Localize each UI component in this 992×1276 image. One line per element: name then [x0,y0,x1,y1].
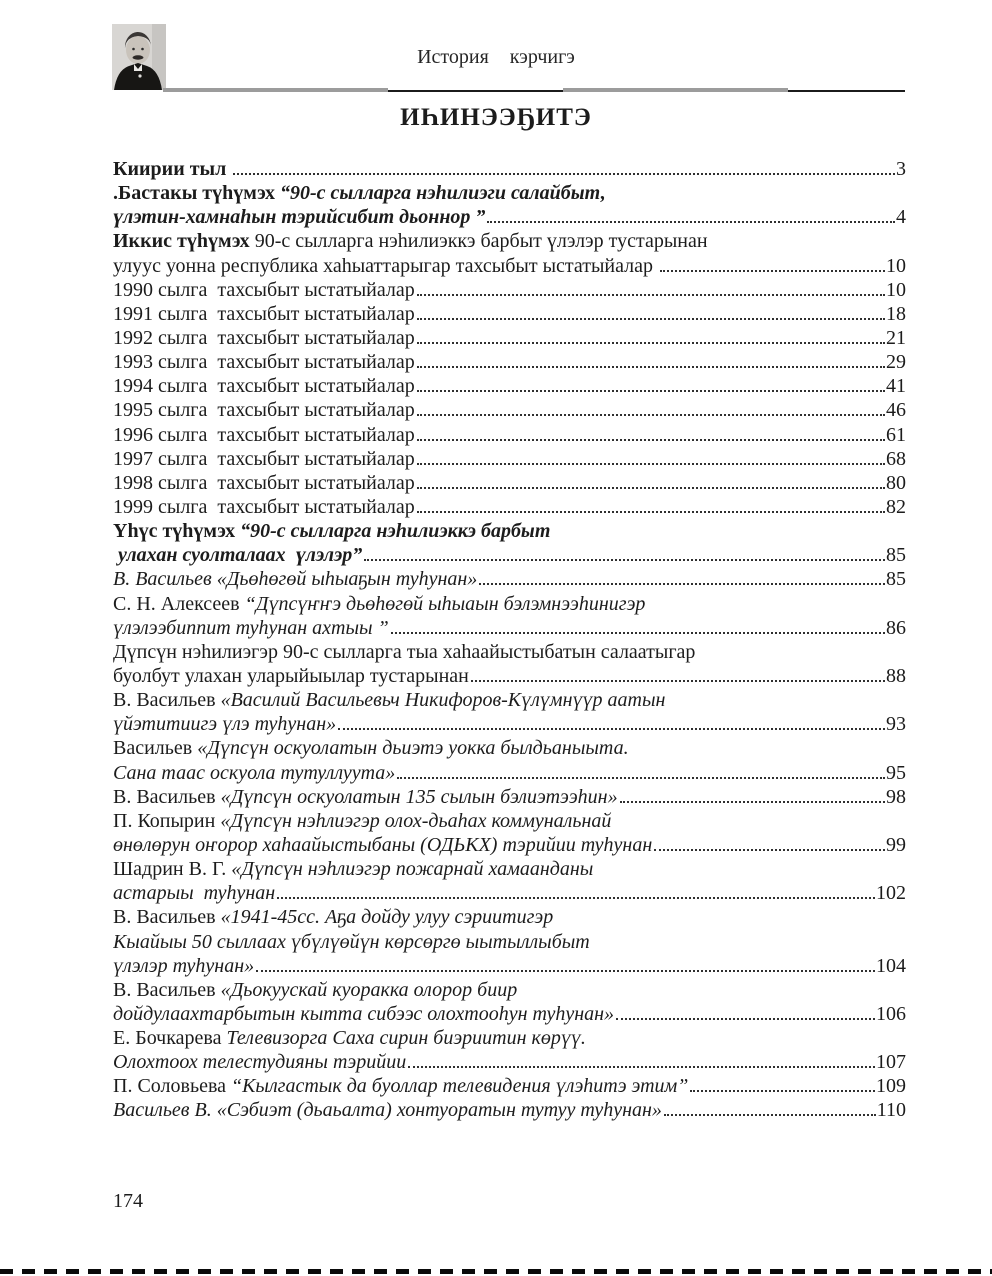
toc-entry [113,206,906,230]
dot-leader [417,342,885,344]
toc-entry [113,1051,906,1075]
entry-text: 90-с сылларга нэһилиэккэ барбыт үлэлэр тустарынан [254,230,708,253]
toc-entry [113,1003,906,1027]
entry-text: 1993 сылга тахсыбыт ыстатыйалар [113,351,415,374]
entry-text: “Кылгастык да буоллар телевидения үлэһитэ этим” [231,1075,689,1098]
entry-page-number: 10 [886,278,906,301]
scan-bottom-edge-line [0,1269,992,1274]
entry-text: 1994 сылга тахсыбыт ыстатыйалар [113,375,415,398]
dot-leader [616,1018,875,1020]
entry-text: Дүпсүн нэһилиэгэр 90-с сылларга тыа хаһаайыстыбатын салаатыгар [113,640,696,663]
dot-leader [417,366,885,368]
entry-text: Е. Бочкарева [113,1027,227,1050]
entry-page-number: 109 [876,1075,906,1098]
entry-text: 1995 сылга тахсыбыт ыстатыйалар [113,399,415,422]
entry-text: Шадрин В. Г. [113,858,232,881]
entry-page-number: 10 [886,254,906,277]
dot-leader [277,897,875,899]
toc-entry [113,762,906,786]
entry-text: Олохтоох телестудияны тэрийии [113,1051,407,1074]
entry-text: «1941-45сс. Аҕа дойду улуу сэриитигэр [220,906,554,929]
toc-entry [113,472,906,496]
entry-page-number: 99 [886,833,906,856]
header-rule [163,88,905,94]
entry-page-number: 98 [886,785,906,808]
toc-entry [113,786,906,810]
entry-page-number: 3 [896,158,906,180]
toc-list [113,158,906,1124]
entry-page-number: 104 [876,954,906,977]
entry-page-number: 95 [886,761,906,784]
toc-entry [113,230,906,254]
toc-entry [113,158,906,182]
dot-leader [417,414,885,416]
dot-leader [487,221,895,223]
toc-entry [113,689,906,713]
entry-page-number: 46 [886,399,906,422]
dot-leader [620,801,885,803]
entry-page-number: 4 [896,206,906,229]
toc-entry [113,399,906,423]
toc-entry [113,544,906,568]
entry-text: В. Васильев [113,978,221,1001]
toc-entry [113,641,906,665]
entry-text: «Дүпсүн нэһлиэгэр олох-дьаһах коммунальнай [220,809,612,832]
entry-page-number: 68 [886,447,906,470]
entry-text: астарыы туһунан [113,882,276,905]
running-header-title: История кэрчигэ [417,46,575,68]
dot-leader [417,294,885,296]
entry-text: Васильев [113,737,198,760]
dot-leader [417,487,885,489]
toc-entry [113,424,906,448]
toc-entry [113,858,906,882]
dot-leader [397,777,885,779]
entry-text: 1997 сылга тахсыбыт ыстатыйалар [113,447,415,470]
entry-text: 1998 сылга тахсыбыт ыстатыйалар [113,471,415,494]
entry-page-number: 29 [886,351,906,374]
entry-page-number: 85 [886,568,906,591]
entry-text: .Бастакы түһүмэх [113,182,280,205]
entry-text: үйэтитиигэ үлэ туһунан» [113,713,337,736]
toc-entry [113,375,906,399]
entry-text: 1992 сылга тахсыбыт ыстатыйалар [113,326,415,349]
entry-text: “Дүпсүҥҥэ дьөһөгөй ыһыаын бэлэмнээһинигэр [244,592,646,615]
toc-entry [113,737,906,761]
entry-text: В. Васильев [113,785,221,808]
entry-text: өнөлөрун оҥорор хаһаайыстыбаны (ОДЬКХ) тэрийии туһунан [113,833,653,856]
header-rule-gray-segment [163,88,388,92]
entry-text: В. Васильев [113,689,221,712]
toc-entry [113,979,906,1003]
entry-text: Васильев В. «Сэбиэт (дьаьалта) хонтуоратын тутуу туһунан» [113,1099,662,1122]
dot-leader [391,632,885,634]
entry-page-number: 88 [886,664,906,687]
contents-heading: ИҺИНЭЭҔИТЭ [400,104,592,131]
entry-page-number: 18 [886,302,906,325]
entry-text: буолбут улахан уларыйыылар тустарынан [113,664,469,687]
entry-text: Телевизорга Саха сирин биэриитин көрүү. [226,1027,586,1050]
entry-text: С. Н. Алексеев [113,592,245,615]
entry-page-number: 21 [886,326,906,349]
dot-leader [690,1090,875,1092]
entry-text: “90-с сылларга нэһилиэккэ барбыт [240,520,551,543]
entry-text: «Дьокуускай куоракка олорор биир [220,978,518,1001]
entry-text: П. Копырин [113,809,221,832]
entry-text: “90-с сылларга нэһилиэги салайбыт, [279,182,606,205]
entry-text: Иккис түһүмэх [113,230,255,253]
entry-page-number: 102 [876,882,906,905]
dot-leader [256,970,875,972]
toc-entry [113,327,906,351]
toc-entry [113,303,906,327]
toc-entry [113,1099,906,1123]
entry-text: 1999 сылга тахсыбыт ыстатыйалар [113,495,415,518]
entry-text: улахан суолталаах үлэлэр” [113,544,363,567]
dot-leader [338,728,885,730]
entry-page-number: 106 [876,1002,906,1025]
entry-page-number: 82 [886,495,906,518]
header-rule-gray-segment [563,88,788,92]
entry-text: В. Васильев [113,906,221,929]
entry-page-number: 107 [876,1051,906,1074]
dot-leader [408,1066,875,1068]
dot-leader [417,439,885,441]
dot-leader [417,463,885,465]
dot-leader [417,390,885,392]
entry-text: Сана таас оскуола тутуллуута» [113,761,396,784]
dot-leader [417,511,885,513]
toc-entry [113,351,906,375]
toc-entry [113,931,906,955]
entry-text: 1991 сылга тахсыбыт ыстатыйалар [113,302,415,325]
entry-text: үлэлэр туһунан» [113,954,255,977]
dot-leader [479,583,885,585]
toc-entry [113,1075,906,1099]
entry-page-number: 41 [886,375,906,398]
entry-text: «Дүпсүн оскуолатын 135 сылын бэлиэтээһин» [220,785,618,808]
dot-leader [660,270,885,272]
entry-text: П. Соловьева [113,1075,231,1098]
dot-leader [417,318,885,320]
entry-page-number: 110 [876,1099,906,1122]
toc-entry [113,448,906,472]
toc-entry [113,955,906,979]
entry-text: үлэтин-хамнаһын тэрийсибит дьоннор ” [113,206,486,229]
toc-entry [113,568,906,592]
entry-text: Үһүс түһүмэх [113,520,241,543]
entry-text: 1996 сылга тахсыбыт ыстатыйалар [113,423,415,446]
toc-entry [113,810,906,834]
toc-entry [113,713,906,737]
toc-entry [113,617,906,641]
toc-entry [113,665,906,689]
toc-entry [113,593,906,617]
dot-leader [233,173,895,175]
toc-entry [113,255,906,279]
dot-leader [364,559,885,561]
dot-leader [654,849,885,851]
entry-text: 1990 сылга тахсыбыт ыстатыйалар [113,278,415,301]
toc-entry [113,496,906,520]
toc-entry [113,834,906,858]
entry-text: улуус уонна республика хаһыаттарыгар тахсыбыт ыстатыйалар [113,254,659,277]
entry-page-number: 86 [886,616,906,639]
entry-text: «Дүпсүн нэһлиэгэр пожарнай хамаанданы [231,858,594,881]
toc-entry [113,520,906,544]
entry-page-number: 93 [886,713,906,736]
entry-page-number: 61 [886,423,906,446]
footer-page-number: 174 [113,1190,143,1212]
entry-text: дойдулаахтарбытын кытта сибээс олохтооһун туһунан» [113,1002,615,1025]
toc-entry [113,279,906,303]
entry-text: Киирии тыл [113,158,232,180]
entry-page-number: 85 [886,544,906,567]
toc-entry [113,906,906,930]
entry-text: В. Васильев «Дьөһөгөй ыһыаҕын туһунан» [113,568,478,591]
toc-entry [113,882,906,906]
toc-entry [113,182,906,206]
entry-text: Кыайыы 50 сыллаах үбүлүөйүн көрсөргө ыытыллыбыт [113,930,590,953]
entry-text: «Дүпсүн оскуолатын дьиэтэ уокка былдьаныыта. [197,737,629,760]
entry-text: үлэлээбиппит туһунан ахтыы ” [113,616,389,639]
entry-text: «Василий Васильевьч Никифоров-Күлүмнүүр аатын [220,689,666,712]
dot-leader [664,1114,876,1116]
dot-leader [471,680,885,682]
entry-page-number: 80 [886,471,906,494]
toc-entry [113,1027,906,1051]
